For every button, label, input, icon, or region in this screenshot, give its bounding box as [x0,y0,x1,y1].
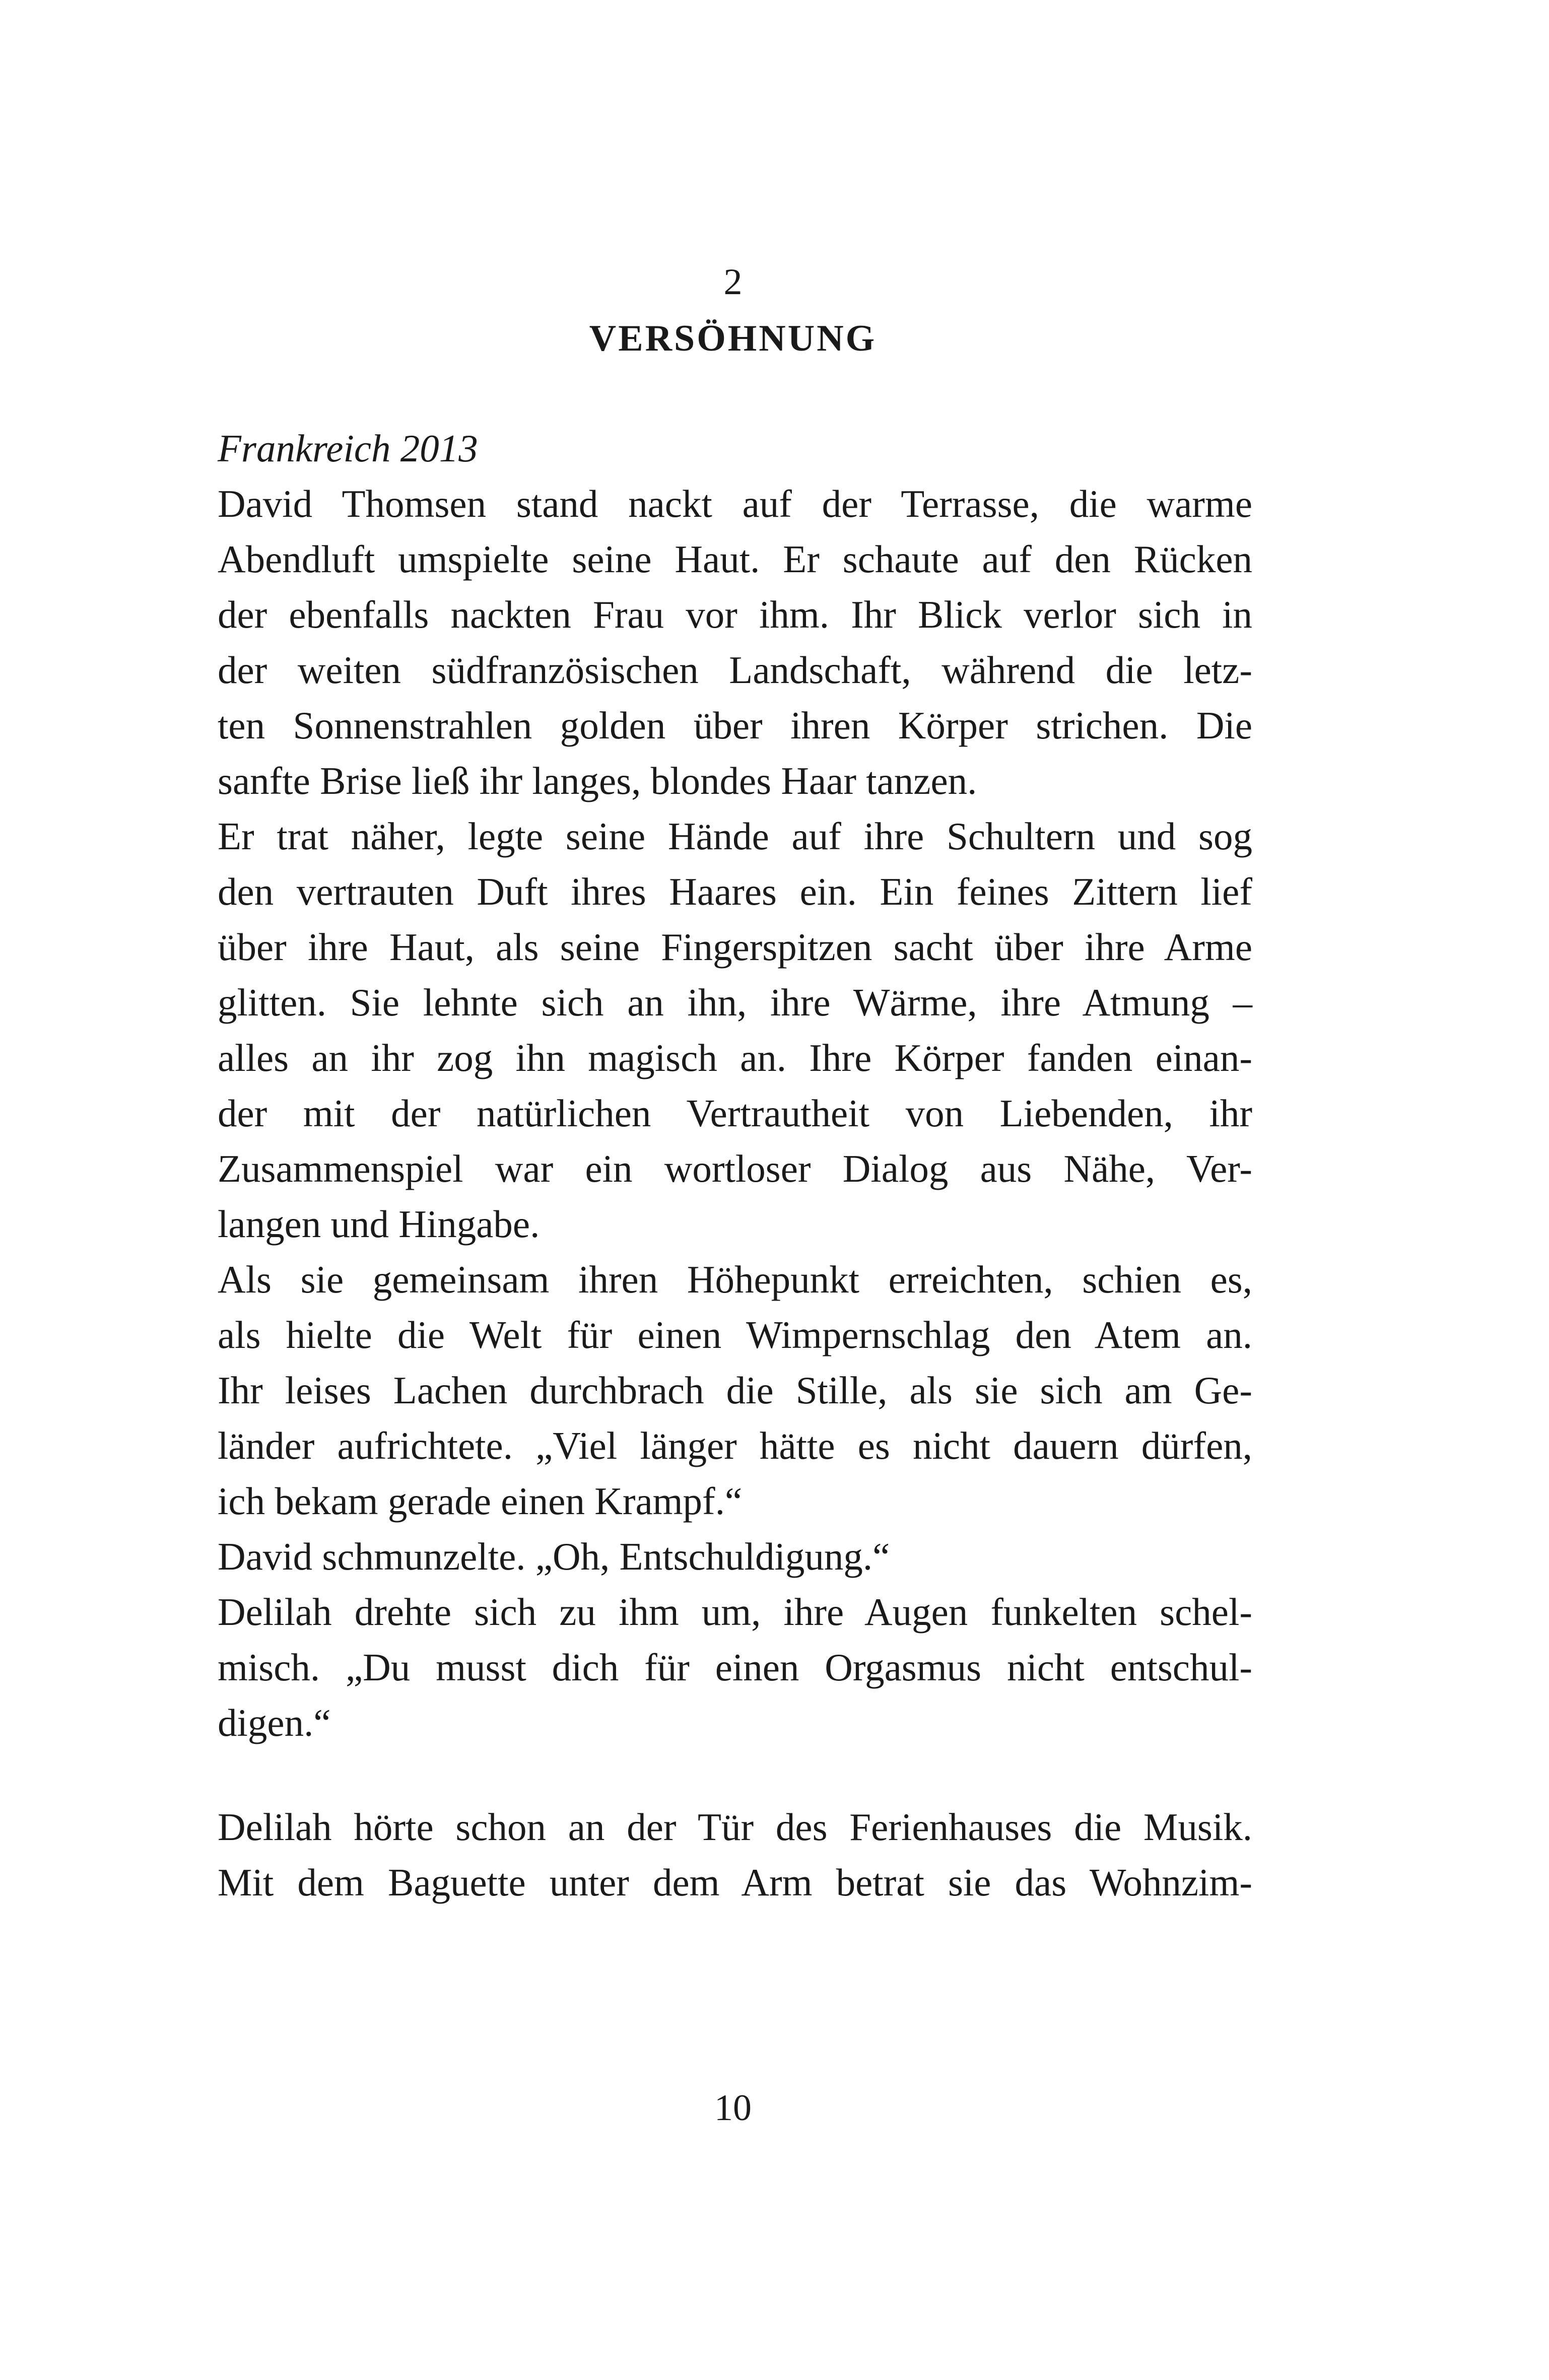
text-line: ten Sonnenstrahlen golden über ihren Körper strichen. Die [218,704,1252,747]
text-line: glitten. Sie lehnte sich an ihn, ihre Wärme, ihre Atmung – [218,981,1252,1024]
text-line: digen.“ [218,1701,331,1744]
text-line: als hielte die Welt für einen Wimpernschlag den Atem an. [218,1313,1252,1356]
body-text-section-1 [218,421,1252,1750]
text-line: den vertrauten Duft ihres Haares ein. Ein feines Zittern lief [218,870,1252,913]
text-line: der weiten südfranzösischen Landschaft, während die letz- [218,648,1252,692]
text-line: Er trat näher, legte seine Hände auf ihre Schultern und sog [218,814,1252,858]
text-line: über ihre Haut, als seine Fingerspitzen sacht über ihre Arme [218,925,1252,969]
text-line: sanfte Brise ließ ihr langes, blondes Haar tanzen. [218,759,977,802]
text-line: Ihr leises Lachen durchbrach die Stille, als sie sich am Ge- [218,1369,1252,1412]
text-line: langen und Hingabe. [218,1202,540,1246]
text-line: Abendluft umspielte seine Haut. Er schaute auf den Rücken [218,537,1252,581]
text-line: alles an ihr zog ihn magisch an. Ihre Körper fanden einan- [218,1036,1252,1079]
body-text-section-2 [218,1799,1252,1910]
text-line: David Thomsen stand nackt auf der Terrasse, die warme [218,482,1252,525]
text-line: Zusammenspiel war ein wortloser Dialog aus Nähe, Ver- [218,1147,1252,1190]
text-line: Mit dem Baguette unter dem Arm betrat sie das Wohnzim- [218,1861,1252,1904]
text-line: misch. „Du musst dich für einen Orgasmus nicht entschul- [218,1646,1252,1689]
text-line: David schmunzelte. „Oh, Entschuldigung.“ [218,1535,890,1578]
text-line: ich bekam gerade einen Krampf.“ [218,1479,743,1523]
chapter-number: 2 [723,261,743,303]
text-line: Delilah drehte sich zu ihm um, ihre Augen funkelten schel- [218,1590,1252,1634]
page-number: 10 [714,2087,752,2129]
text-line: Als sie gemeinsam ihren Höhepunkt erreichten, schien es, [218,1258,1252,1301]
chapter-title: VERSÖHNUNG [589,318,877,359]
text-line: länder aufrichtete. „Viel länger hätte es nicht dauern dürfen, [218,1424,1252,1467]
location-date-heading: Frankreich 2013 [218,427,478,470]
text-line: der mit der natürlichen Vertrautheit von Liebenden, ihr [218,1092,1252,1135]
text-line: Delilah hörte schon an der Tür des Ferienhauses die Musik. [218,1805,1252,1849]
text-line: der ebenfalls nackten Frau vor ihm. Ihr Blick verlor sich in [218,593,1252,636]
